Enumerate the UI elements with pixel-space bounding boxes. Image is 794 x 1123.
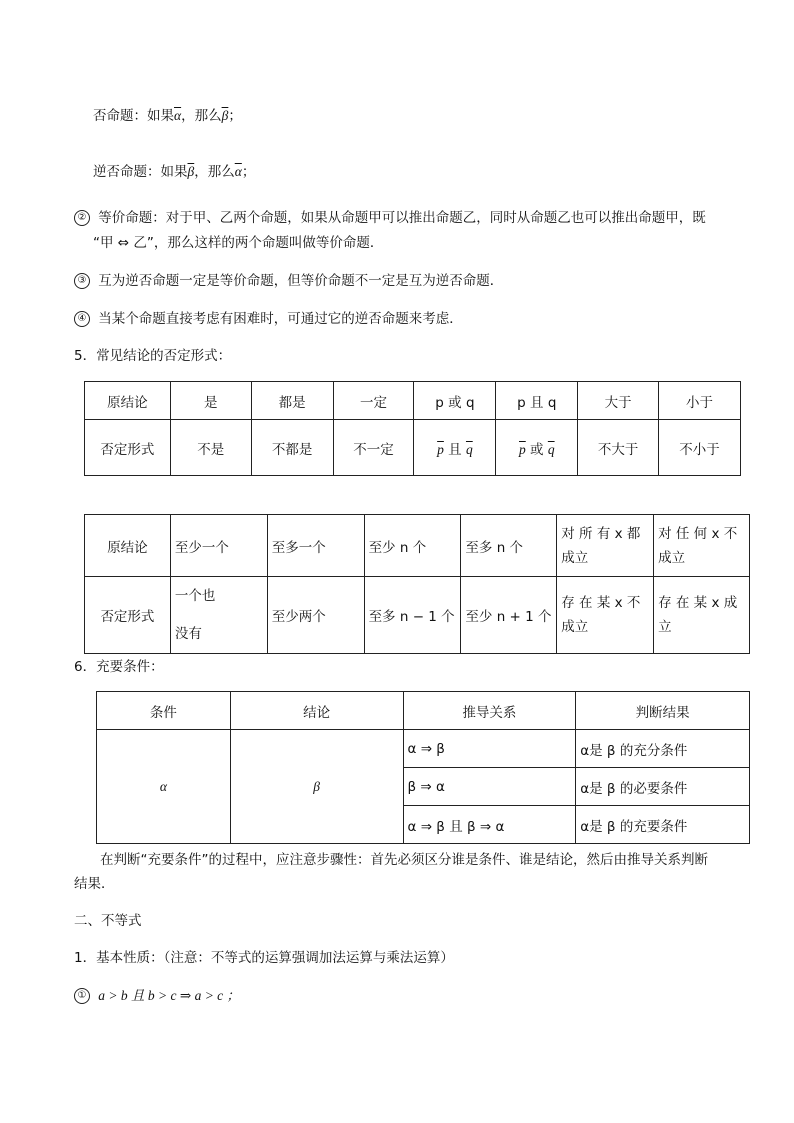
table-row [85, 577, 750, 654]
table-cell: 至少两个 [267, 577, 364, 654]
table-cell: $\overline{p}$ 或 $\overline{q}$ [496, 420, 578, 476]
result-cell: α是 β 的必要条件 [576, 768, 750, 806]
table-cell: 是 [170, 382, 251, 420]
table-row [85, 420, 741, 476]
note-line-1: 在判断“充要条件”的过程中，应注意步骤性：首先必须区分谁是条件、谁是结论，然后由推导关系判断 [100, 852, 708, 868]
table-cell: 大于 [578, 382, 659, 420]
table-cell: 不大于 [578, 420, 659, 476]
table-cell: 一个也 没有 [170, 577, 267, 654]
table-cell: 至多一个 [267, 515, 364, 577]
table-header: 推导关系 [403, 692, 576, 730]
table-header: 结论 [230, 692, 403, 730]
contrapositive-proposition: 逆否命题：如果$\overline{\beta}$，那么$\overline{\alpha}$； [93, 164, 256, 180]
table-cell: 不都是 [251, 420, 333, 476]
relation-cell: α ⇒ β [403, 730, 576, 768]
table-header: 条件 [97, 692, 231, 730]
table-row [85, 382, 741, 420]
table-cell: 不是 [170, 420, 251, 476]
table-cell: 都是 [251, 382, 333, 420]
relation-cell: α ⇒ β 且 β ⇒ α [403, 806, 576, 844]
inverse-proposition: 否命题：如果$\overline{\alpha}$，那么$\overline{\beta}$； [93, 108, 242, 124]
circled-number: ④ [74, 311, 90, 327]
table-cell: 否定形式 [85, 577, 171, 654]
note-line-2: 结果． [74, 876, 115, 892]
negation-table-2 [84, 514, 750, 654]
section-5-title: 5．常见结论的否定形式： [74, 348, 232, 364]
point-3: ③ 互为逆否命题一定是等价命题，但等价命题不一定是互为逆否命题． [74, 271, 503, 291]
table-cell: 否定形式 [85, 420, 171, 476]
sufficiency-table [96, 691, 750, 844]
beta-bar: $\overline{\beta}$ [187, 164, 195, 179]
table-cell: 一定 [333, 382, 414, 420]
alpha-bar: $\overline{\alpha}$ [234, 164, 242, 179]
alpha-bar: $\overline{\alpha}$ [174, 108, 182, 123]
table-cell: 不一定 [333, 420, 414, 476]
table-cell: 至少一个 [170, 515, 267, 577]
table-cell: 至少 n 个 [364, 515, 461, 577]
table-cell: 不小于 [659, 420, 741, 476]
table-row [97, 692, 750, 730]
table-cell: 对 任 何 x 不成立 [654, 515, 750, 577]
section-6-title: 6．充要条件： [74, 659, 164, 675]
beta-bar: $\overline{\beta}$ [221, 108, 229, 123]
table-cell: 存 在 某 x 不成立 [557, 577, 654, 654]
result-cell: α是 β 的充分条件 [576, 730, 750, 768]
relation-cell: β ⇒ α [403, 768, 576, 806]
basic-properties-title: 1．基本性质：（注意：不等式的运算强调加法运算与乘法运算） [74, 950, 454, 966]
conclusion-cell: β [230, 730, 403, 844]
table-row [85, 515, 750, 577]
table-row [97, 730, 750, 768]
result-cell: α是 β 的充要条件 [576, 806, 750, 844]
circled-number: ① [74, 988, 90, 1004]
table-cell: 至多 n − 1 个 [364, 577, 461, 654]
negation-table-1 [84, 381, 741, 476]
table-cell: p 或 q [414, 382, 496, 420]
table-cell: $\overline{p}$ 且 $\overline{q}$ [414, 420, 496, 476]
table-cell: 原结论 [85, 515, 171, 577]
point-2-continued: “甲 ⇔ 乙”，那么这样的两个命题叫做等价命题． [93, 235, 384, 251]
table-cell: 至少 n + 1 个 [461, 577, 557, 654]
condition-cell: α [97, 730, 231, 844]
table-cell: 对 所 有 x 都成立 [557, 515, 654, 577]
circled-number: ② [74, 210, 90, 226]
table-cell: 原结论 [85, 382, 171, 420]
table-cell: 存 在 某 x 成立 [654, 577, 750, 654]
table-cell: 至多 n 个 [461, 515, 557, 577]
table-cell: 小于 [659, 382, 741, 420]
table-cell: p 且 q [496, 382, 578, 420]
table-header: 判断结果 [576, 692, 750, 730]
point-2: ② 等价命题：对于甲、乙两个命题，如果从命题甲可以推出命题乙，同时从命题乙也可以推出命题甲，既 [74, 208, 706, 228]
property-1: ① a > b 且 b > c ⇒ a > c ； [74, 986, 240, 1006]
point-4: ④ 当某个命题直接考虑有困难时，可通过它的逆否命题来考虑． [74, 309, 463, 329]
section-inequality-title: 二、不等式 [74, 913, 142, 929]
circled-number: ③ [74, 273, 90, 289]
